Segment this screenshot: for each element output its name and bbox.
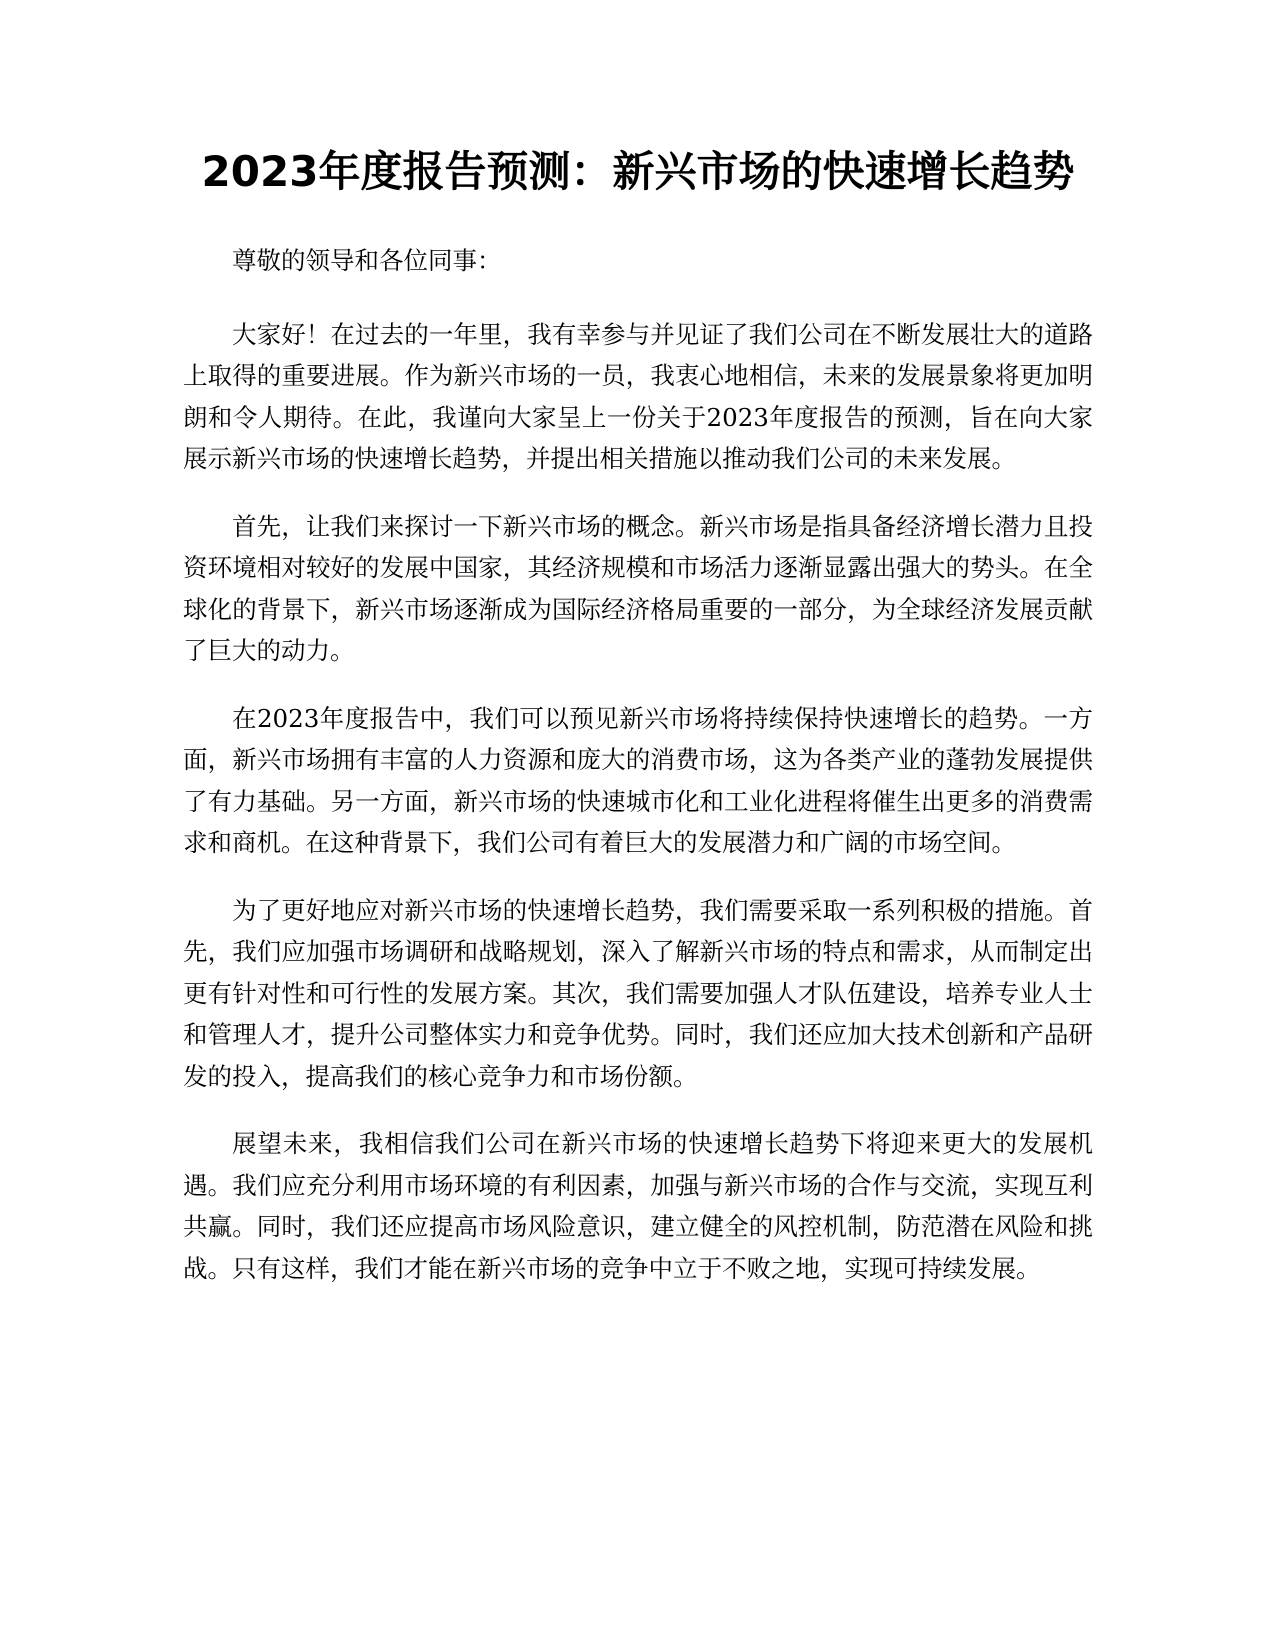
paragraph-3: 在2023年度报告中，我们可以预见新兴市场将持续保持快速增长的趋势。一方面，新兴市场拥有丰富的人力资源和庞大的消费市场，这为各类产业的蓬勃发展提供了有力基础。另一方面，新兴市场的快速城市化和工业化进程将催生出更多的消费需求和商机。在这种背景下，我们公司有着巨大的发展潜力和广阔的市场空间。	[183, 703, 1093, 857]
paragraph-2: 首先，让我们来探讨一下新兴市场的概念。新兴市场是指具备经济增长潜力且投资环境相对较好的发展中国家，其经济规模和市场活力逐渐显露出强大的势头。在全球化的背景下，新兴市场逐渐成为国际经济格局重要的一部分，为全球经济发展贡献了巨大的动力。	[183, 511, 1093, 665]
paragraph-5: 展望未来，我相信我们公司在新兴市场的快速增长趋势下将迎来更大的发展机遇。我们应充分利用市场环境的有利因素，加强与新兴市场的合作与交流，实现互利共赢。同时，我们还应提高市场风险意识，建立健全的风控机制，防范潜在风险和挑战。只有这样，我们才能在新兴市场的竞争中立于不败之地，实现可持续发展。	[183, 1129, 1093, 1283]
document-page	[183, 140, 1093, 1315]
salutation: 尊敬的领导和各位同事：	[232, 246, 502, 275]
paragraph-4: 为了更好地应对新兴市场的快速增长趋势，我们需要采取一系列积极的措施。首先，我们应加强市场调研和战略规划，深入了解新兴市场的特点和需求，从而制定出更有针对性和可行性的发展方案。其次，我们需要加强人才队伍建设，培养专业人士和管理人才，提升公司整体实力和竞争优势。同时，我们还应加大技术创新和产品研发的投入，提高我们的核心竞争力和市场份额。	[183, 895, 1093, 1091]
document-title: 2023年度报告预测：新兴市场的快速增长趋势	[201, 147, 1075, 196]
paragraph-1: 大家好！在过去的一年里，我有幸参与并见证了我们公司在不断发展壮大的道路上取得的重要进展。作为新兴市场的一员，我衷心地相信，未来的发展景象将更加明朗和令人期待。在此，我谨向大家呈上一份关于2023年度报告的预测，旨在向大家展示新兴市场的快速增长趋势，并提出相关措施以推动我们公司的未来发展。	[183, 319, 1093, 473]
